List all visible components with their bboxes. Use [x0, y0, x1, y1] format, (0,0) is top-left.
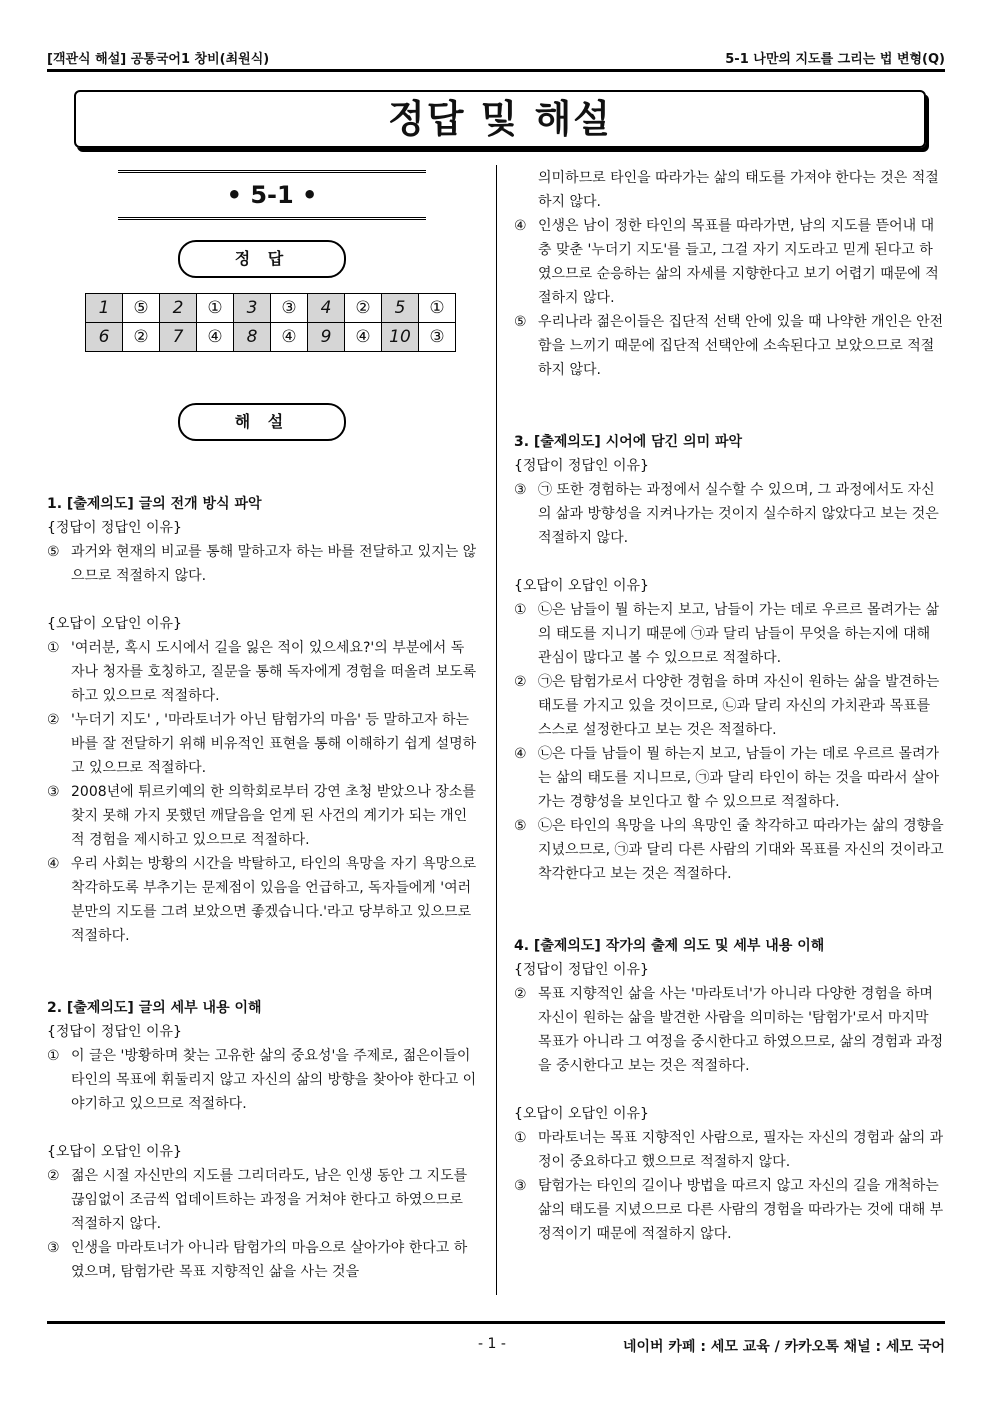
- item-marker: ②: [514, 674, 527, 690]
- item-text: 이 글은 '방황하며 찾는 고유한 삶의 중요성'을 주제로, 젊은이들이 타인의 목표에 휘둘리지 않고 자신의 삶의 방향을 찾아야 한다고 이야기하고 있으므로 적절하다.: [71, 1048, 477, 1112]
- answer-row: [86, 294, 456, 323]
- answer-question-number: 9: [308, 323, 345, 352]
- spacer: [47, 948, 477, 972]
- answer-choice: ④: [197, 323, 234, 352]
- header-left: [객관식 해설] 공통국어1 창비(최원식): [47, 52, 270, 67]
- answer-question-number: 4: [308, 294, 345, 323]
- header-rule: [47, 69, 945, 72]
- explanation-item: [47, 1044, 477, 1116]
- explanation-item: [47, 540, 477, 588]
- answer-row: [86, 323, 456, 352]
- answer-choice: ③: [271, 294, 308, 323]
- item-text: 탐험가는 타인의 길이나 방법을 따르지 않고 자신의 길을 개척하는 삶의 태도를 지녔으므로 다른 사람의 경험을 따라가는 것에 대해 부정적이기 때문에 적절하지 않다.: [538, 1178, 944, 1242]
- question-heading: 4. [출제의도] 작가의 출제 의도 및 세부 내용 이해: [514, 938, 825, 954]
- section-title: [118, 170, 426, 220]
- answer-choice: ⑤: [123, 294, 160, 323]
- item-text: 인생을 마라토너가 아니라 탐험가의 마음으로 살아가야 한다고 하였으며, 탐험가란 목표 지향적인 삶을 사는 것을: [71, 1240, 468, 1280]
- explanation-item: [514, 742, 944, 814]
- item-text: 과거와 현재의 비교를 통해 말하고자 하는 바를 전달하고 있지는 않으므로 적절하지 않다.: [71, 544, 477, 584]
- correct-reason-label: {정답이 정답인 이유}: [47, 520, 182, 536]
- explanation-item: [47, 708, 477, 780]
- explanation-item: [514, 214, 944, 310]
- item-marker: ④: [514, 218, 527, 234]
- item-marker: ①: [47, 640, 60, 656]
- item-marker: ②: [47, 712, 60, 728]
- explanation-label: 해 설: [178, 403, 346, 441]
- footer-rule: [47, 1321, 945, 1324]
- answer-choice: ②: [123, 323, 160, 352]
- spacer: [514, 550, 944, 574]
- explanation-item: [514, 1174, 944, 1246]
- section-label: • 5-1 •: [226, 181, 318, 209]
- item-marker: ①: [47, 1048, 60, 1064]
- item-text: ㉠은 탐험가로서 다양한 경험을 하며 자신이 원하는 삶을 발견하는 태도를 가지고 있을 것이므로, ㉡과 달리 자신의 가치관과 목표를 스스로 설정한다고 보는 것은 적절하다.: [538, 674, 940, 738]
- header-right: 5-1 나만의 지도를 그리는 법 변형(Q): [725, 52, 945, 67]
- item-text: 젊은 시절 자신만의 지도를 그리더라도, 남은 인생 동안 그 지도를 끊임없이 조금씩 업데이트하는 과정을 거쳐야 한다고 하였으므로 적절하지 않다.: [71, 1168, 468, 1232]
- explanation-item: [514, 598, 944, 670]
- explanation-item: [514, 166, 944, 214]
- spacer: [514, 382, 944, 406]
- answer-question-number: 3: [234, 294, 271, 323]
- item-marker: ①: [514, 602, 527, 618]
- answer-question-number: 10: [382, 323, 419, 352]
- answer-question-number: 6: [86, 323, 123, 352]
- correct-reason-label: {정답이 정답인 이유}: [47, 1024, 182, 1040]
- answer-question-number: 1: [86, 294, 123, 323]
- spacer: [514, 886, 944, 910]
- item-marker: ①: [514, 1130, 527, 1146]
- page-header: [47, 44, 945, 68]
- item-text: ㉠ 또한 경험하는 과정에서 실수할 수 있으며, 그 과정에서도 자신의 삶과 방향성을 지켜나가는 것이지 실수하지 않았다고 보는 것은 적절하지 않다.: [538, 482, 939, 546]
- answer-choice: ④: [271, 323, 308, 352]
- answer-question-number: 8: [234, 323, 271, 352]
- item-text: 마라토너는 목표 지향적인 사람으로, 필자는 자신의 경험과 삶의 과정이 중요하다고 했으므로 적절하지 않다.: [538, 1130, 944, 1170]
- column-divider: [496, 165, 497, 1295]
- right-column: [514, 166, 944, 1246]
- left-column: [47, 492, 477, 1284]
- spacer: [47, 588, 477, 612]
- footer-right: 네이버 카페 : 세모 교육 / 카카오톡 채널 : 세모 국어: [622, 1339, 945, 1355]
- wrong-reason-label: {오답이 오답인 이유}: [514, 1106, 649, 1122]
- item-text: ㉡은 타인의 욕망을 나의 욕망인 줄 착각하고 따라가는 삶의 경향을 지녔으므로, ㉠과 달리 다른 사람의 기대와 목표를 자신의 것이라고 착각한다고 보는 것은 적절하다.: [538, 818, 944, 882]
- wrong-reason-label: {오답이 오답인 이유}: [514, 578, 649, 594]
- explanation-item: [514, 982, 944, 1078]
- explanation-item: [47, 852, 477, 948]
- spacer: [514, 910, 944, 934]
- item-text: 목표 지향적인 삶을 사는 '마라토너'가 아니라 다양한 경험을 하며 자신이 원하는 삶을 발견한 사람을 의미하는 '탐험가'로서 마지막 목표가 아니라 그 여정을 중시한다고 하였으므로, 삶의 경험과 과정을 중시한다고 보는 것은 적절하다.: [538, 986, 944, 1074]
- item-marker: ⑤: [47, 544, 60, 560]
- answer-label: 정 답: [178, 240, 346, 278]
- item-text: 우리나라 젊은이들은 집단적 선택 안에 있을 때 나약한 개인은 안전함을 느끼기 때문에 집단적 선택안에 소속된다고 보았으므로 적절하지 않다.: [538, 314, 944, 378]
- title-box: [74, 90, 926, 148]
- item-text: ㉡은 다들 남들이 뭘 하는지 보고, 남들이 가는 데로 우르르 몰려가는 삶의 태도를 지니므로, ㉠과 달리 타인이 하는 것을 따라서 살아가는 경향성을 보인다고 할 수 있으므로 적절하다.: [538, 746, 940, 810]
- answer-choice: ②: [345, 294, 382, 323]
- answer-choice: ①: [197, 294, 234, 323]
- item-marker: ③: [47, 784, 60, 800]
- page-title: 정답 및 해설: [388, 97, 612, 141]
- item-text: '누더기 지도' , '마라토너가 아닌 탐험가의 마음' 등 말하고자 하는 바를 잘 전달하기 위해 비유적인 표현을 통해 이해하기 쉽게 설명하고 있으므로 적절하다.: [71, 712, 477, 776]
- spacer: [47, 972, 477, 996]
- explanation-item: [514, 1126, 944, 1174]
- item-marker: ④: [47, 856, 60, 872]
- spacer: [514, 1078, 944, 1102]
- question-heading: 2. [출제의도] 글의 세부 내용 이해: [47, 1000, 262, 1016]
- page-number: - 1 -: [478, 1336, 506, 1352]
- item-marker: ③: [514, 482, 527, 498]
- item-marker: ②: [47, 1168, 60, 1184]
- item-text: ㉡은 남들이 뭘 하는지 보고, 남들이 가는 데로 우르르 몰려가는 삶의 태도를 지니기 때문에 ㉠과 달리 남들이 무엇을 하는지에 대해 관심이 많다고 볼 수 있으므로 적절하다.: [538, 602, 940, 666]
- item-marker: ⑤: [514, 818, 527, 834]
- explanation-item: [514, 670, 944, 742]
- answer-table: [85, 293, 456, 352]
- explanation-item: [47, 1164, 477, 1236]
- item-text: 우리 사회는 방황의 시간을 박탈하고, 타인의 욕망을 자기 욕망으로 착각하도록 부추기는 문제점이 있음을 언급하고, 독자들에게 '여러분만의 지도를 그려 보았으면 좋겠습니다.'라고 당부하고 있으므로 적절하다.: [71, 856, 477, 944]
- correct-reason-label: {정답이 정답인 이유}: [514, 458, 649, 474]
- explanation-item: [514, 478, 944, 550]
- question-heading: 1. [출제의도] 글의 전개 방식 파악: [47, 496, 262, 512]
- explanation-item: [514, 310, 944, 382]
- explanation-item: [47, 1236, 477, 1284]
- item-text: '여러분, 혹시 도시에서 길을 잃은 적이 있으세요?'의 부분에서 독자나 청자를 호칭하고, 질문을 통해 독자에게 경험을 떠올려 보도록 하고 있으므로 적절하다.: [71, 640, 477, 704]
- answer-question-number: 2: [160, 294, 197, 323]
- item-marker: ②: [514, 986, 527, 1002]
- item-marker: ③: [47, 1240, 60, 1256]
- answer-question-number: 5: [382, 294, 419, 323]
- wrong-reason-label: {오답이 오답인 이유}: [47, 616, 182, 632]
- spacer: [514, 406, 944, 430]
- item-marker: ⑤: [514, 314, 527, 330]
- answer-choice: ③: [419, 323, 456, 352]
- wrong-reason-label: {오답이 오답인 이유}: [47, 1144, 182, 1160]
- spacer: [47, 1116, 477, 1140]
- explanation-item: [514, 814, 944, 886]
- item-text: 의미하므로 타인을 따라가는 삶의 태도를 가져야 한다는 것은 적절하지 않다.: [538, 170, 939, 210]
- answer-question-number: 7: [160, 323, 197, 352]
- answer-choice: ④: [345, 323, 382, 352]
- correct-reason-label: {정답이 정답인 이유}: [514, 962, 649, 978]
- item-marker: ④: [514, 746, 527, 762]
- answer-choice: ①: [419, 294, 456, 323]
- explanation-item: [47, 780, 477, 852]
- question-heading: 3. [출제의도] 시어에 담긴 의미 파악: [514, 434, 743, 450]
- explanation-item: [47, 636, 477, 708]
- item-text: 인생은 남이 정한 타인의 목표를 따라가면, 남의 지도를 뜯어내 대충 맞춘 '누더기 지도'를 들고, 그걸 자기 지도라고 믿게 된다고 하였으므로 순응하는 삶의 자세를 지향한다고 보기 어렵기 때문에 적절하지 않다.: [538, 218, 939, 306]
- item-text: 2008년에 튀르키예의 한 의학회로부터 강연 초청 받았으나 장소를 찾지 못해 가지 못했던 깨달음을 얻게 된 사건의 계기가 되는 개인적 경험을 제시하고 있으므로 적절하다.: [71, 784, 476, 848]
- item-marker: ③: [514, 1178, 527, 1194]
